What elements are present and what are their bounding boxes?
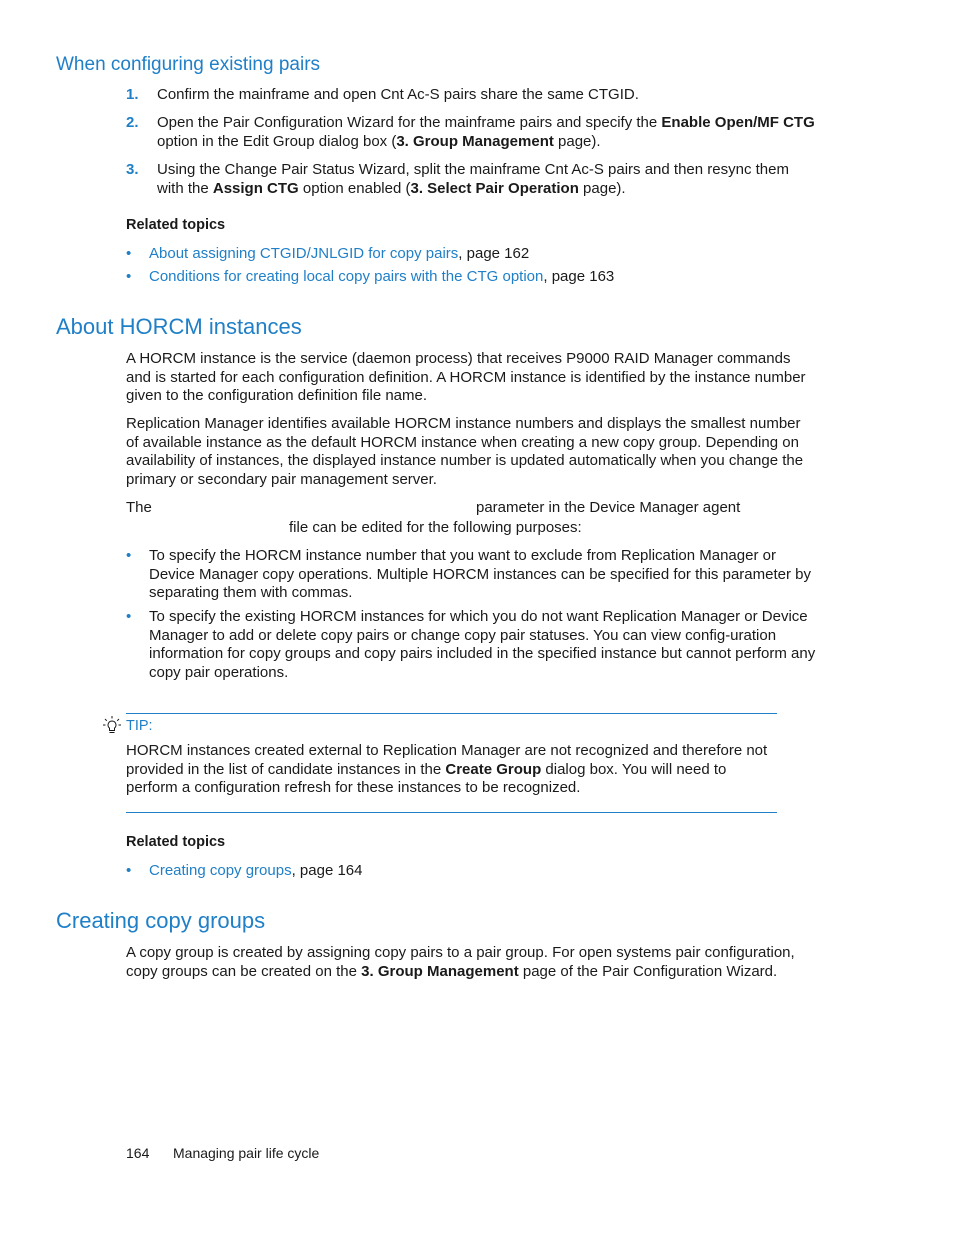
section-heading-horcm: About HORCM instances [56, 314, 302, 339]
bullet-icon: • [126, 608, 132, 625]
lightbulb-icon [102, 715, 122, 741]
related-topics-label: Related topics [126, 834, 226, 850]
bullet-icon: • [126, 245, 132, 262]
tip-top-rule [126, 713, 777, 714]
related-topic-link[interactable]: About assigning CTGID/JNLGID for copy pairs [149, 245, 459, 262]
section-heading-existing-pairs: When configuring existing pairs [56, 54, 321, 75]
related-topic-item: • Creating copy groups, page 164 [126, 862, 363, 879]
related-topic-link[interactable]: Conditions for creating local copy pairs with the CTG option [149, 268, 544, 285]
horcm-paragraph-2: Replication Manager identifies available HORCM instance numbers and displays the smallest number of available instance as the default HORCM instance when creating a new copy group. Depending on availability of instances, the displayed instance number is updated automatically when you change the primary or secondary pair management server. [126, 415, 804, 488]
step-text: Using the Change Pair Status Wizard, split the mainframe Cnt Ac-S pairs and then resync them with the Assign CTG option enabled (3. Select Pair Operation page). [157, 161, 789, 197]
related-topics-label: Related topics [126, 217, 226, 233]
bullet-icon: • [126, 547, 132, 564]
bullet-icon: • [126, 268, 132, 285]
chapter-title: Managing pair life cycle [173, 1145, 320, 1161]
tip-label: TIP: [126, 718, 153, 734]
related-topic-link[interactable]: Creating copy groups [149, 862, 292, 879]
related-topic-item: • About assigning CTGID/JNLGID for copy pairs, page 162 [126, 245, 530, 262]
horcm-paragraph-1: A HORCM instance is the service (daemon process) that receives P9000 RAID Manager commands and is started for each configuration definition. A HORCM instance is identified by the instance number given to the configuration definition file name. [126, 350, 806, 405]
creating-paragraph: A copy group is created by assigning copy pairs to a pair group. For open systems pair configuration, copy groups can be created on the 3. Group Management page of the Pair Configuration Wizard. [126, 944, 795, 980]
step-number: 3. [126, 161, 139, 178]
list-item: • To specify the existing HORCM instances for which you do not want Replication Manager or Device Manager to add or delete copy pairs or change copy pair statuses. You can view config-uration information for copy groups and copy pairs included in the specified instance but cannot perform any copy pair operations. [126, 608, 816, 681]
horcm-paragraph-3-end: file can be edited for the following purposes: [289, 519, 582, 536]
tip-text: HORCM instances created external to Replication Manager are not recognized and therefore not provided in the list of candidate instances in the Create Group dialog box. You will need to perform a configuration refresh for these instances to be recognized. [126, 742, 768, 797]
horcm-paragraph-3-middle: parameter in the Device Manager agent [476, 499, 741, 516]
tip-bottom-rule [126, 812, 777, 813]
step-3 [126, 161, 816, 198]
horcm-paragraph-3-start: The [126, 499, 152, 516]
list-item: • To specify the HORCM instance number that you want to exclude from Replication Manager or Device Manager copy operations. Multiple HORCM instances can be specified for this parameter by separating them with commas. [126, 547, 811, 602]
section-heading-creating-copy-groups: Creating copy groups [56, 908, 266, 933]
step-2 [126, 114, 816, 151]
page-number: 164 [126, 1145, 150, 1161]
related-topic-item: • Conditions for creating local copy pairs with the CTG option, page 163 [126, 268, 615, 285]
step-number: 1. [126, 86, 139, 103]
step-text: Open the Pair Configuration Wizard for the mainframe pairs and specify the Enable Open/MF CTG option in the Edit Group dialog box (3. Group Management page). [157, 114, 815, 150]
step-1 [126, 86, 816, 105]
bullet-icon: • [126, 862, 132, 879]
step-number: 2. [126, 114, 139, 131]
step-text: Confirm the mainframe and open Cnt Ac-S pairs share the same CTGID. [157, 86, 639, 103]
